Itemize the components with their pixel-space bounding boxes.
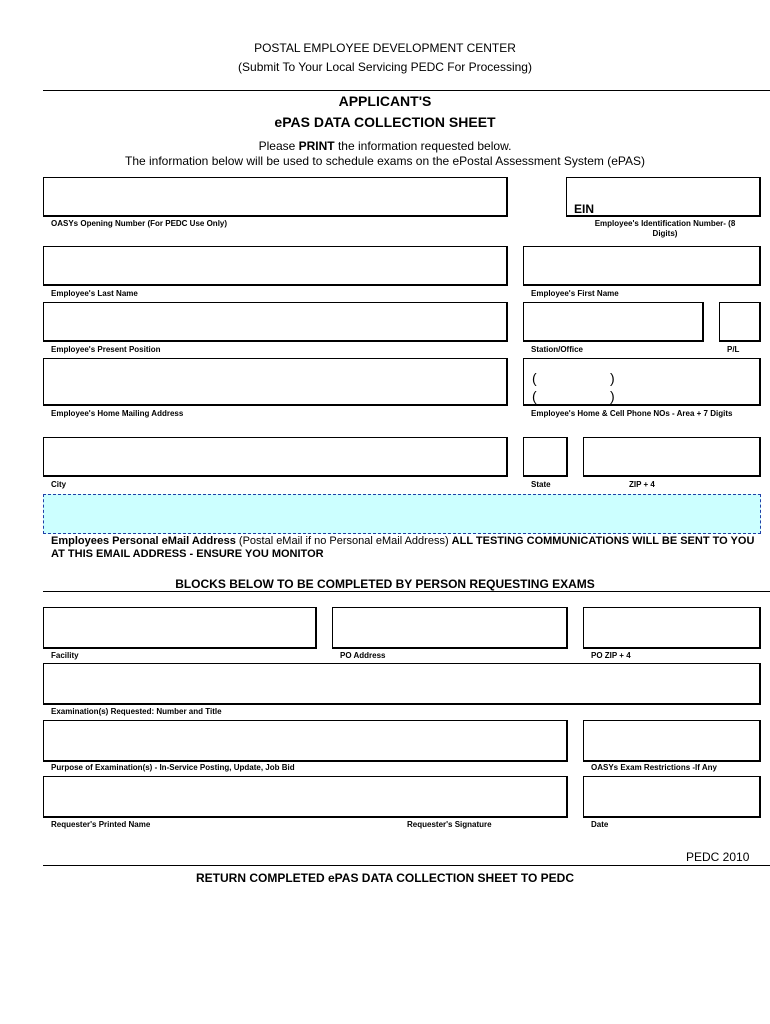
phone-numbers-label: Employee's Home & Cell Phone NOs - Area + 7 Digits [531, 409, 733, 418]
zip-input[interactable] [583, 437, 761, 477]
exam-purpose-label: Purpose of Examination(s) - In-Service Posting, Update, Job Bid [51, 763, 295, 772]
exam-requested-label: Examination(s) Requested: Number and Title [51, 707, 222, 716]
zip-label: ZIP + 4 [629, 480, 655, 489]
last-name-label: Employee's Last Name [51, 289, 138, 298]
city-label: City [51, 480, 67, 489]
return-instruction: RETURN COMPLETED ePAS DATA COLLECTION SHEET TO PEDC [195, 871, 575, 885]
phone2-close-paren: ) [610, 388, 615, 404]
phone1-close-paren: ) [610, 370, 615, 386]
present-position-input[interactable] [43, 302, 508, 342]
org-name: POSTAL EMPLOYEE DEVELOPMENT CENTER [254, 41, 516, 55]
ein-label: Employee's Identification Number- (8 Digits) [594, 219, 736, 238]
facility-label: Facility [51, 651, 79, 660]
po-address-label: PO Address [340, 651, 386, 660]
requester-section-heading: BLOCKS BELOW TO BE COMPLETED BY PERSON REQUESTING EXAMS [175, 577, 595, 591]
station-office-input[interactable] [523, 302, 704, 342]
exam-restrictions-label: OASYs Exam Restrictions -If Any [591, 763, 717, 772]
requester-name-label: Requester's Printed Name [51, 820, 151, 829]
station-office-label: Station/Office [531, 345, 584, 354]
phone1-open-paren: ( [532, 370, 537, 386]
ein-prefix: EIN [574, 202, 595, 216]
po-zip-label: PO ZIP + 4 [591, 651, 631, 660]
phone-numbers-input[interactable] [523, 358, 761, 406]
requester-signature-label: Requester's Signature [407, 820, 492, 829]
state-label: State [531, 480, 551, 489]
email-label-bold: Employees Personal eMail Address [51, 535, 236, 547]
exam-restrictions-input[interactable] [583, 720, 761, 762]
instruction-please: Please [258, 139, 299, 153]
home-address-label: Employee's Home Mailing Address [51, 409, 184, 418]
personal-email-label [51, 535, 761, 561]
oasys-opening-input[interactable] [43, 177, 508, 217]
form-id: PEDC 2010 [686, 850, 750, 864]
email-notice: ALL TESTING COMMUNICATIONS WILL BE SENT TO YOU AT THIS EMAIL ADDRESS - ENSURE YOU MONITOR [51, 535, 755, 560]
po-zip-input[interactable] [583, 607, 761, 649]
oasys-opening-label: OASYs Opening Number (For PEDC Use Only) [51, 219, 228, 228]
phone2-open-paren: ( [532, 388, 537, 404]
requester-section-divider [43, 591, 770, 592]
ein-input[interactable] [566, 177, 761, 217]
pl-label: P/L [727, 345, 740, 354]
email-label-paren: (Postal eMail if no Personal eMail Address) [235, 535, 452, 547]
exam-requested-input[interactable] [43, 663, 761, 705]
submit-instruction: (Submit To Your Local Servicing PEDC For Processing) [238, 60, 532, 74]
date-input[interactable] [583, 776, 761, 818]
first-name-label: Employee's First Name [531, 289, 619, 298]
present-position-label: Employee's Present Position [51, 345, 161, 354]
facility-input[interactable] [43, 607, 317, 649]
form-title-line1: APPLICANT'S [338, 93, 432, 109]
date-label: Date [591, 820, 609, 829]
instruction-line2: The information below will be used to schedule exams on the ePostal Assessment System (ePAS) [124, 154, 646, 168]
footer-divider [43, 865, 770, 866]
personal-email-input[interactable] [43, 494, 761, 534]
requester-name-signature-input[interactable] [43, 776, 568, 818]
first-name-input[interactable] [523, 246, 761, 286]
pl-input[interactable] [719, 302, 761, 342]
form-title-line2: ePAS DATA COLLECTION SHEET [274, 114, 496, 130]
instruction-rest: the information requested below. [334, 139, 512, 153]
exam-purpose-input[interactable] [43, 720, 568, 762]
city-input[interactable] [43, 437, 508, 477]
home-address-input[interactable] [43, 358, 508, 406]
instruction-print: PRINT [298, 139, 335, 153]
instruction-line1 [0, 139, 770, 153]
last-name-input[interactable] [43, 246, 508, 286]
state-input[interactable] [523, 437, 568, 477]
header-divider [43, 90, 770, 91]
po-address-input[interactable] [332, 607, 568, 649]
